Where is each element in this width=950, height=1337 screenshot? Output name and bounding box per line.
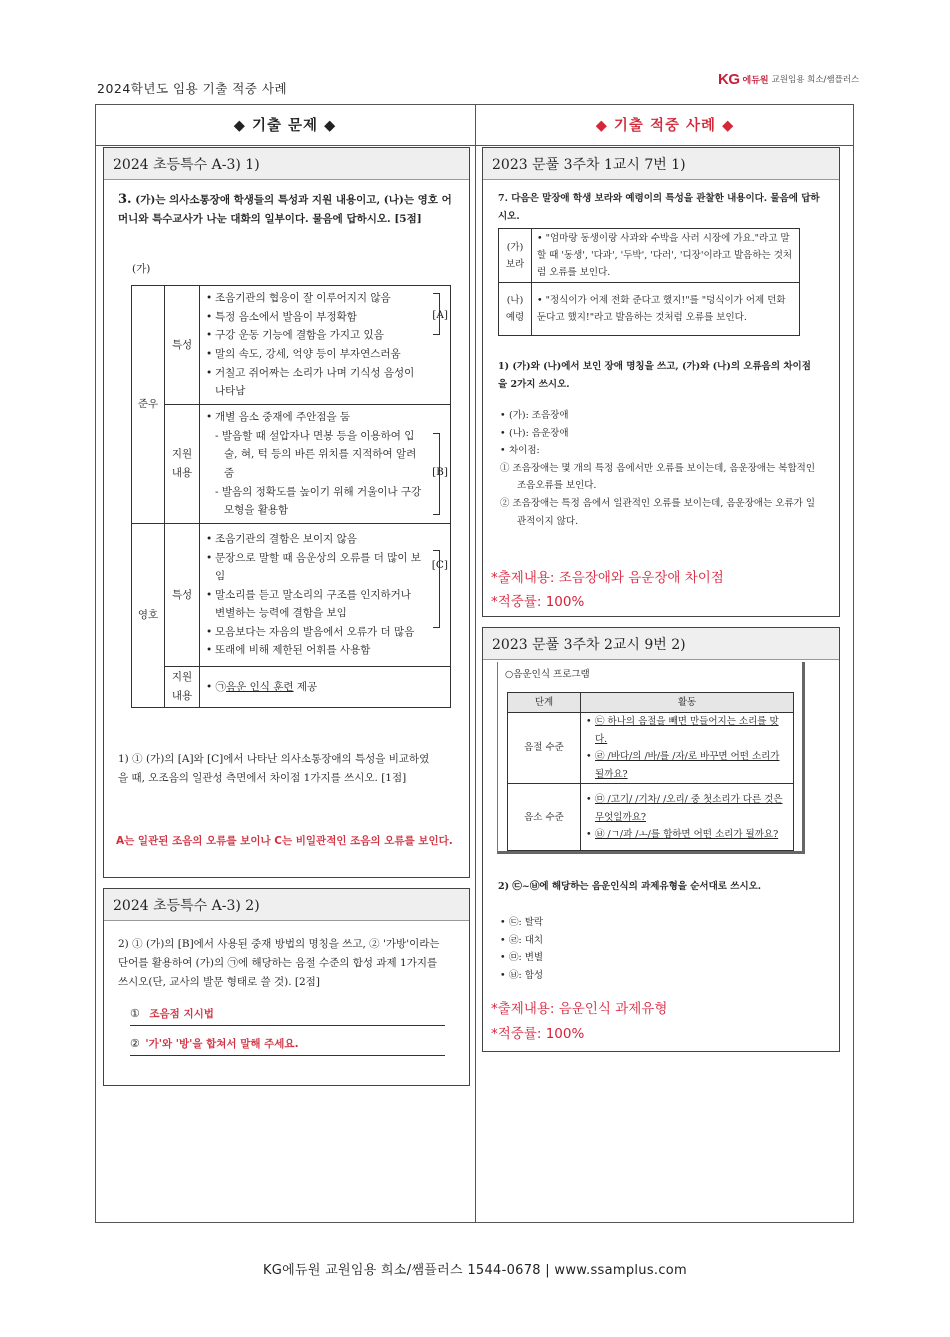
row-label-yeryeong: (나) 예령 (499, 283, 532, 336)
row-label-traits: 특성 (165, 286, 200, 405)
answer-item: • ㉢: 탈락 (500, 914, 700, 932)
heading-divider (95, 145, 854, 146)
tag-b: [B] (432, 466, 448, 478)
row-text-bora: • "엄마랑 동생이랑 사과와 수박을 사러 시장에 가요."라고 말할 때 '동생', '다과', '두박', '다러', '디장'이라고 발음하는 것처럼 오류를 보인다. (532, 229, 800, 283)
student-name-junwoo: 준우 (132, 286, 165, 524)
col-header-stage: 단계 (508, 693, 581, 713)
hit-answers (500, 407, 820, 530)
model-answer-1: A는 일관된 조음의 오류를 보이나 C는 비일관적인 조음의 오류를 보인다. (116, 835, 453, 847)
hit-sub-question-2: 2) ㉢~㉥에 해당하는 음운인식의 과제유형을 순서대로 쓰시오. (498, 881, 762, 892)
answer-2: '가'와 '방'을 합쳐서 말해 주세요. (145, 1038, 299, 1050)
exam-question-box-2 (103, 888, 470, 1086)
hit-rate-1: *적중률: 100% (491, 594, 585, 610)
activity-item: • ㉢ 하나의 음절을 빼면 만들어지는 소리를 맞다. (586, 713, 788, 748)
activity-item: • ㉥ /ㄱ/과 /ㅗ/를 합하면 어떤 소리가 될까요? (586, 826, 788, 844)
hit-rate-2: *적중률: 100% (491, 1026, 585, 1042)
box-title: 2023 문풀 3주차 1교시 7번 1) (483, 148, 839, 180)
logo-kg: KG (718, 70, 740, 88)
logo-edu: 에듀원 (742, 75, 769, 86)
row-text-yeryeong-content: "정식이가 어제 전화 준다고 했지!"를 "덩식이가 어제 던화 둔다고 했지!"라고 발음하는 것처럼 오류를 보인다. (537, 295, 786, 323)
exam-question-box-1 (103, 147, 470, 878)
hit-sub-question: 1) (가)와 (나)에서 보인 장애 명칭을 쓰고, (가)와 (나)의 오류음의 차이점을 2가지 쓰시오. (498, 361, 811, 390)
hit-content-2: *출제내용: 음운인식 과제유형 (491, 1001, 668, 1017)
trait-item: • 문장으로 말할 때 음운상의 오류를 더 많이 보임 (206, 549, 422, 586)
support-sub-2: - 발음의 정확도를 높이기 위해 거울이나 구강 모형을 활용함 (215, 485, 422, 517)
column-divider (475, 104, 476, 1223)
answer-item: • ㉥: 합성 (500, 967, 700, 985)
activity-syllable (581, 713, 794, 784)
hit-case-box-1 (482, 147, 840, 617)
answer-item: • (나): 음운장애 (500, 425, 820, 443)
hit-question-stem: 7. 다음은 말장애 학생 보라와 예령이의 특성을 관찰한 내용이다. 물음에 답하시오. (498, 193, 820, 222)
row-text-yeryeong: • "정식이가 어제 전화 준다고 했지!"를 "덩식이가 어제 던화 둔다고 했지!"라고 발음하는 것처럼 오류를 보인다. (532, 283, 800, 336)
row-label-bora: (가) 보라 (499, 229, 532, 283)
tag-a: [A] (432, 309, 448, 321)
page-header-title: 2024학년도 임용 기출 적중 사례 (97, 81, 288, 96)
circle-mark: ㉠ (215, 680, 227, 693)
hit-answers-2 (500, 914, 700, 984)
answer-line-1 (130, 1007, 445, 1026)
hit-case-box-2 (482, 627, 840, 1052)
answer-item: • ㉤: 변별 (500, 949, 700, 967)
traits-cell-junwoo (200, 286, 451, 405)
program-title: ○음운인식 프로그램 (505, 669, 590, 680)
row-label-support: 지원 내용 (165, 405, 200, 524)
trait-item: • 말소리를 듣고 말소리의 구조를 인지하거나 변별하는 능력에 결함을 보임 (206, 586, 422, 623)
answer-item: • 차이점: (500, 442, 820, 460)
stage-phoneme: 음소 수준 (508, 784, 581, 851)
student-name-youngho: 영호 (132, 524, 165, 708)
support-item: • 개별 음소 중재에 주안점을 둠 (206, 408, 422, 427)
right-column-heading: ◆ 기출 적중 사례 ◆ (595, 118, 735, 134)
box-title: 2024 초등특수 A-3) 2) (104, 889, 469, 921)
question-number: 3. (118, 192, 132, 207)
trait-item: • 또래에 비해 제한된 어휘를 사용함 (206, 641, 422, 660)
trait-item: • 조음기관의 협응이 잘 이루어지지 않음 (206, 289, 422, 308)
support-cell-youngho: • ㉠음운 인식 훈련 제공 (200, 667, 451, 708)
row-text-bora-content: "엄마랑 동생이랑 사과와 수박을 사러 시장에 가요."라고 말할 때 '동생', '다과', '두박', '다러', '디장'이라고 발음하는 것처럼 오류를 보인다. (537, 233, 793, 278)
phonological-training: 음운 인식 훈련 (226, 680, 294, 693)
logo-sub: 교원임용 희소/쌤플러스 (771, 75, 860, 85)
row-label-traits-2: 특성 (165, 524, 200, 667)
trait-item: • 구강 운동 기능에 결함을 가지고 있음 (206, 326, 422, 345)
answer-item: • (가): 조음장애 (500, 407, 820, 425)
sub-question-2: 2) ① (가)의 [B]에서 사용된 중재 방법의 명칭을 쓰고, ② '가방'이라는 단어를 활용하여 (가)의 ㉠에 해당하는 음절 수준의 합성 과제 1가지를 쓰시오(단, 교사의 발문 형태로 쓸 것). [2점] (118, 938, 440, 988)
trait-item: • 거칠고 쥐어짜는 소리가 나며 기식성 음성이 나타남 (206, 364, 422, 401)
box-title: 2023 문풀 3주차 2교시 9번 2) (483, 628, 839, 660)
support-sub-2-text: 발음의 정확도를 높이기 위해 거울이나 구강 모형을 활용함 (221, 485, 422, 517)
stage-syllable: 음절 수준 (508, 713, 581, 784)
answer-item: • ㉣: 대치 (500, 932, 700, 950)
support-cell-junwoo (200, 405, 451, 524)
answer-num-1: ① (130, 1007, 140, 1020)
difference-2: ② 조음장애는 특정 음에서 일관적인 오류를 보이는데, 음운장애는 오류가 일관적이지 않다. (500, 497, 816, 527)
sub-question-1: 1) ① (가)의 [A]와 [C]에서 나타난 의사소통장애의 특성을 비교하였을 때, 오조음의 일관성 측면에서 차이점 1가지를 쓰시오. [1점] (118, 753, 430, 784)
page-footer: KG에듀원 교원임용 희소/쌤플러스 1544-0678 | www.ssamplus.com (262, 1263, 688, 1278)
question-text: (가)는 의사소통장애 학생들의 특성과 지원 내용이고, (나)는 영호 어머니와 특수교사가 나눈 대화의 일부이다. 물음에 답하시오. [5점] (118, 194, 452, 225)
row-label-support-2: 지원 내용 (165, 667, 200, 708)
difference-1: ① 조음장애는 몇 개의 특정 음에서만 오류를 보이는데, 음운장애는 복합적인 조음오류를 보인다. (500, 462, 816, 492)
support-sub-1: - 발음할 때 설압자나 면봉 등을 이용하여 입술, 혀, 턱 등의 바른 위치를 지적하여 알려줌 (215, 429, 417, 479)
col-header-activity: 활동 (581, 693, 794, 713)
trait-item: • 조음기관의 결함은 보이지 않음 (206, 530, 422, 549)
observation-table (498, 228, 800, 336)
support-rest: 제공 (293, 680, 318, 693)
traits-cell-youngho (200, 524, 451, 667)
answer-1: 조음점 지시법 (149, 1008, 214, 1020)
activity-phoneme (581, 784, 794, 851)
left-column-heading: ◆ 기출 문제 ◆ (233, 118, 337, 134)
box-title: 2024 초등특수 A-3) 1) (104, 148, 469, 180)
trait-item: • 특정 음소에서 발음이 부정확함 (206, 308, 422, 327)
activity-item: • ㉣ /바다/의 /바/를 /자/로 바꾸면 어떤 소리가 될까요? (586, 748, 788, 783)
tag-c: [C] (431, 559, 448, 571)
hit-content-1: *출제내용: 조음장애와 음운장애 차이점 (491, 570, 724, 586)
question-stem (118, 190, 458, 229)
activity-item: • ㉤ /고기/ /기차/ /오리/ 중 첫소리가 다른 것은 무엇일까요? (586, 791, 788, 826)
trait-item: • 모음보다는 자음의 발음에서 오류가 더 많음 (206, 623, 422, 642)
trait-item: • 말의 속도, 강세, 억양 등이 부자연스러움 (206, 345, 422, 364)
brand-logo[interactable] (718, 66, 859, 92)
table-label-ga: (가) (132, 263, 151, 275)
answer-line-2 (130, 1037, 445, 1056)
characteristics-table (131, 285, 451, 708)
program-table (507, 692, 794, 851)
answer-num-2: ② (130, 1037, 140, 1050)
support-sub-1-text: 발음할 때 설압자나 면봉 등을 이용하여 입술, 혀, 턱 등의 바른 위치를 지적하여 알려줌 (221, 429, 417, 479)
